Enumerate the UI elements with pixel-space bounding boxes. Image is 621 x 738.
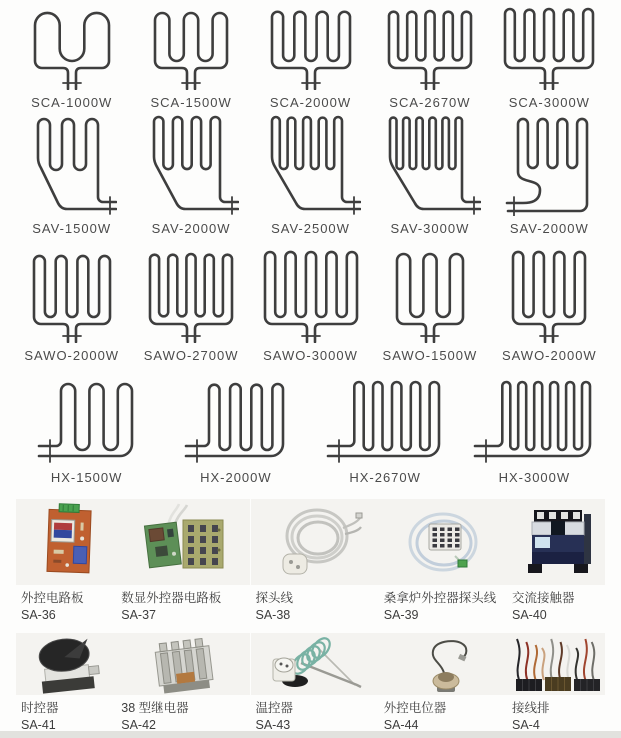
product-code: SA-36 [21,607,56,622]
heater-model-label: SAWO-2700W [143,348,239,363]
heater-cell [370,8,489,116]
heating-element-drawing [27,116,117,216]
product-cell [116,633,250,733]
heater-model-label: SCA-2000W [269,95,352,110]
product-label [16,590,116,623]
product-code: SA-41 [21,717,56,732]
heater-model-label: HX-1500W [50,470,123,485]
product-label [379,590,507,623]
heating-element-drawing [29,253,115,343]
product-name: 时控器 [21,701,59,715]
product-cell [251,633,379,733]
heating-element-drawing [145,251,237,343]
product-label [507,700,605,733]
heating-element-drawing [261,114,361,216]
product-code: SA-44 [383,717,419,732]
heating-element-drawing [384,8,476,90]
product-cell [379,633,507,733]
product-code: SA-38 [255,607,291,622]
heating-element-drawing [143,114,239,216]
heater-cell [12,116,131,242]
heater-model-label: SAV-3000W [390,221,470,236]
heating-element-drawing [260,249,362,343]
heater-model-label: SAV-2000W [151,221,231,236]
heater-row [0,2,621,116]
heater-model-label: SAWO-2000W [501,348,597,363]
heating-element-drawing [30,10,114,90]
heater-cell [311,379,460,491]
product-label [251,590,379,623]
product-name: 数显外控器电路板 [121,591,222,605]
heater-model-label: SCA-2670W [389,95,471,110]
product-photo-relay [116,633,250,695]
heater-cell [490,116,609,242]
product-photo-controller-cable [379,499,507,585]
heater-model-label: SCA-3000W [508,95,590,110]
product-cell [379,499,507,623]
product-name: 探头线 [255,591,294,605]
heater-model-label: SCA-1500W [150,95,232,110]
product-section [0,499,621,733]
bottom-edge-bar [0,731,621,738]
heater-row [0,116,621,242]
heating-element-drawing [508,249,590,343]
heater-model-label: HX-2670W [349,470,421,485]
heater-cell [12,381,161,491]
product-cell [507,499,605,623]
heating-element-drawing [267,8,355,90]
product-label [507,590,605,623]
heater-model-label: SCA-1000W [31,95,113,110]
product-cell [16,633,116,733]
heater-model-label: SAV-2500W [271,221,350,236]
product-label [379,700,507,733]
product-code: SA-40 [512,607,547,622]
product-row [0,499,621,623]
heater-cell [12,10,131,116]
product-photo-pcb-green [116,499,250,585]
heater-cell [490,6,609,116]
heater-cell [251,114,370,242]
product-photo-pcb-orange [16,499,116,585]
product-cell [251,499,379,623]
product-name: 温控器 [255,701,294,715]
heater-model-label: SAWO-2000W [24,348,120,363]
heater-model-label: SAV-2000W [509,221,589,236]
heater-cell [460,379,609,491]
heater-cell [370,251,489,369]
heater-model-label: SAV-1500W [32,221,112,236]
product-label [116,700,250,733]
heater-cell [370,114,489,242]
product-photo-thermostat [251,633,379,695]
product-label [251,700,379,733]
product-code: SA-39 [383,607,419,622]
product-label [116,590,250,623]
product-name: 外控电路板 [21,591,84,605]
heater-cell [131,251,250,369]
heater-cell [131,10,250,116]
heating-element-drawing [500,6,598,90]
product-photo-timer [16,633,116,695]
heater-cell [251,8,370,116]
product-photo-potentiometer [379,633,507,695]
product-name: 接线排 [512,701,550,715]
heater-cell [161,381,310,491]
heating-element-drawing [473,379,595,465]
product-photo-contactor [507,499,605,585]
product-name: 外控电位器 [383,701,447,715]
product-label [16,700,116,733]
heating-element-drawing [150,10,232,90]
product-cell [16,499,116,623]
heater-row [0,369,621,491]
product-photo-probe-cable [251,499,379,585]
heater-row [0,242,621,369]
heating-element-drawing [184,381,288,465]
product-name: 38 型继电器 [121,701,189,715]
product-code: SA-42 [121,717,156,732]
product-photo-terminal-strip [507,633,605,695]
heating-element-drawing [37,381,137,465]
heater-cell [12,253,131,369]
product-code: SA-4 [512,717,540,732]
product-cell [116,499,250,623]
product-code: SA-37 [121,607,156,622]
product-name: 桑拿炉外控器探头线 [383,591,497,605]
heater-cell [131,114,250,242]
heating-element-drawing [326,379,444,465]
heating-element-drawing [505,116,593,216]
heating-element-drawing [392,251,468,343]
heater-model-label: SAWO-1500W [382,348,478,363]
product-cell [507,633,605,733]
heater-cell [490,249,609,369]
heater-cell [251,249,370,369]
product-name: 交流接触器 [512,591,575,605]
product-row [0,633,621,733]
heating-element-drawing [379,114,481,216]
heater-model-label: SAWO-3000W [263,348,358,363]
heater-model-label: HX-3000W [498,470,571,485]
product-code: SA-43 [255,717,291,732]
heater-model-label: HX-2000W [200,470,272,485]
